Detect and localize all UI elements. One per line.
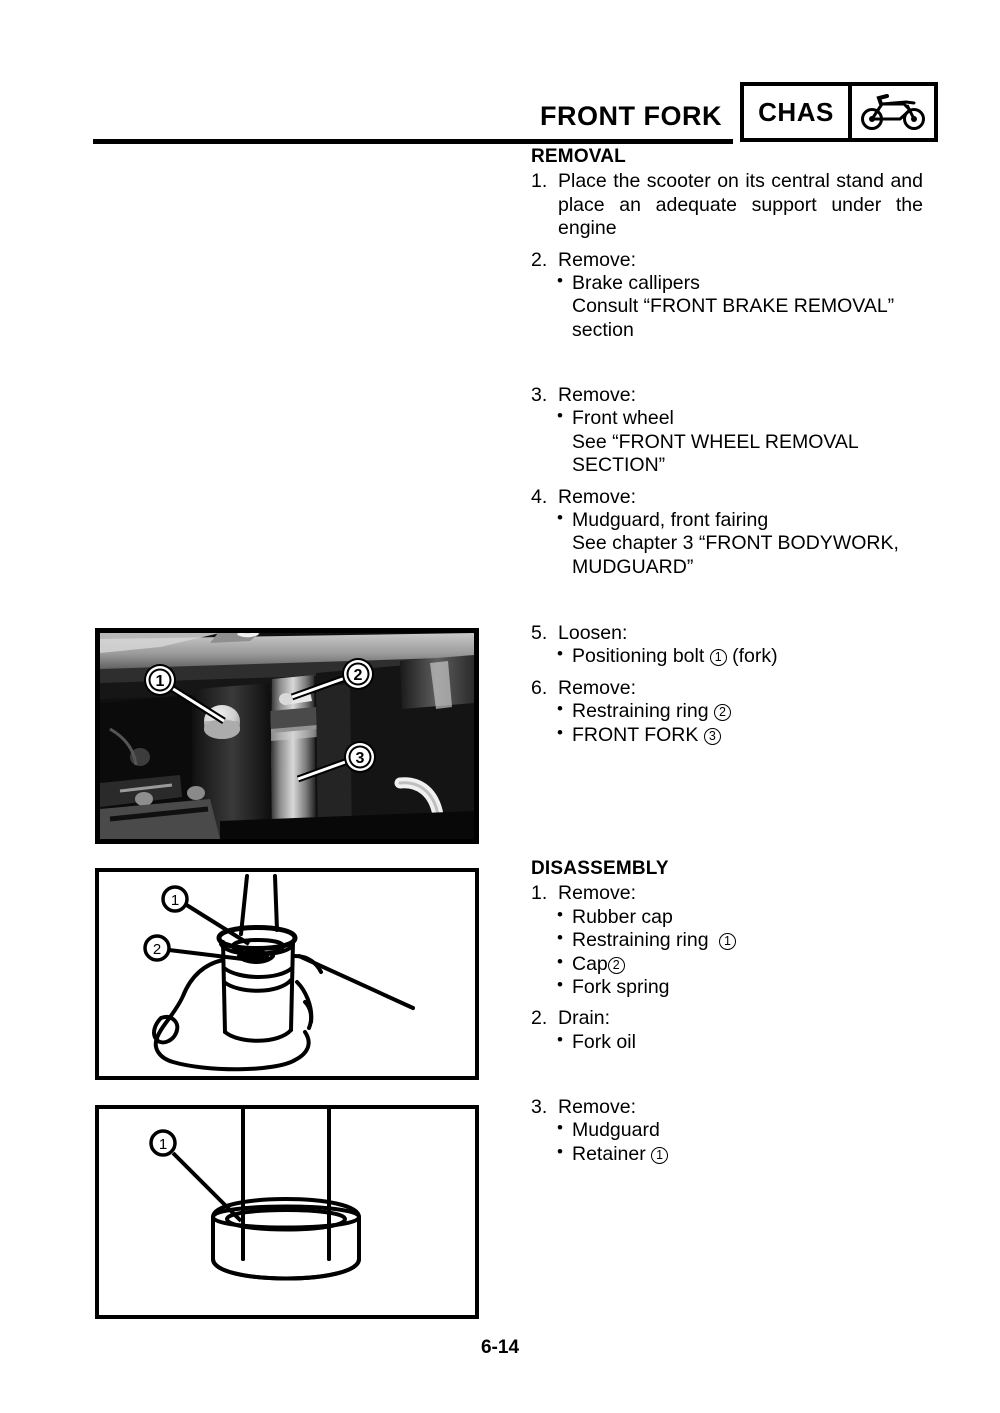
callout-marker: 1 bbox=[719, 933, 736, 950]
removal-step-2-bullets bbox=[531, 272, 923, 342]
disassembly-step-3 bbox=[531, 1096, 923, 1119]
motorcycle-icon bbox=[860, 92, 926, 132]
removal-step-2-number: 2. bbox=[531, 248, 548, 271]
removal-step-6-text: Remove: bbox=[558, 676, 637, 699]
disassembly-heading: DISASSEMBLY bbox=[531, 858, 669, 879]
removal-step-4-number: 4. bbox=[531, 485, 548, 508]
disassembly-step-2-bullets bbox=[531, 1031, 923, 1054]
bullet-main-text: Front wheel bbox=[572, 407, 674, 430]
disassembly-section-bottom bbox=[531, 1095, 923, 1166]
bullet-after-text: (fork) bbox=[732, 645, 778, 668]
photo-fork-mounting-graphic bbox=[100, 633, 474, 839]
bullet-main-text: Retainer bbox=[572, 1142, 646, 1165]
figure-photo-fork-mounting bbox=[95, 628, 479, 844]
removal-step-6 bbox=[531, 677, 923, 700]
retainer-callout-1 bbox=[151, 1131, 241, 1221]
callout-marker: 2 bbox=[714, 704, 731, 721]
removal-step-3 bbox=[531, 384, 923, 407]
removal-step-2 bbox=[531, 249, 923, 272]
bullet-main-text: Fork spring bbox=[572, 975, 670, 998]
chapter-tab-label-cell bbox=[744, 86, 852, 138]
disassembly-step-1-bullets bbox=[531, 906, 923, 1000]
figure-drawing-fork-retainer bbox=[95, 1105, 479, 1319]
bullet-sub-text: Consult “FRONT BRAKE REMOVAL” section bbox=[572, 295, 895, 341]
callout-marker: 3 bbox=[704, 728, 721, 745]
disassembly-step-3-number: 3. bbox=[531, 1096, 548, 1118]
list-item bbox=[531, 1143, 923, 1166]
list-item bbox=[531, 700, 923, 723]
header-divider-rule bbox=[93, 139, 733, 144]
bullet-main-text: Fork oil bbox=[572, 1030, 636, 1053]
removal-step-3-text: Remove: bbox=[558, 384, 637, 406]
removal-section-mid bbox=[531, 383, 923, 579]
removal-step-4 bbox=[531, 486, 923, 509]
bullet-main-text: Cap bbox=[572, 952, 608, 975]
svg-text:1: 1 bbox=[170, 892, 180, 909]
bullet-main-text: Rubber cap bbox=[572, 905, 673, 928]
svg-text:2: 2 bbox=[353, 667, 363, 684]
drawing-fork-retainer-graphic bbox=[99, 1109, 475, 1315]
page-header bbox=[0, 0, 1000, 150]
removal-step-5-text: Loosen: bbox=[558, 622, 628, 644]
removal-step-3-number: 3. bbox=[531, 384, 548, 406]
removal-step-6-number: 6. bbox=[531, 676, 548, 699]
list-item bbox=[531, 509, 923, 579]
removal-step-4-bullets bbox=[531, 509, 923, 579]
chapter-tab bbox=[740, 82, 938, 142]
list-item bbox=[531, 645, 923, 668]
list-item bbox=[531, 272, 923, 342]
list-item bbox=[531, 1031, 923, 1054]
page-title: FRONT FORK bbox=[540, 101, 722, 131]
list-item bbox=[531, 724, 923, 747]
figure-drawing-fork-top bbox=[95, 868, 479, 1080]
svg-text:1: 1 bbox=[155, 673, 165, 690]
chapter-tab-label: CHAS bbox=[758, 96, 834, 127]
disassembly-step-2-number: 2. bbox=[531, 1007, 548, 1030]
removal-section-bottom bbox=[531, 621, 923, 747]
removal-heading: REMOVAL bbox=[531, 146, 626, 167]
bullet-sub-text: See “FRONT WHEEL REMOVAL SECTION” bbox=[572, 430, 859, 477]
callout-marker: 1 bbox=[651, 1147, 668, 1164]
bullet-main-text: Restraining ring bbox=[572, 700, 709, 723]
callout-marker: 1 bbox=[710, 649, 727, 666]
bullet-main-text: Mudguard, front fairing bbox=[572, 508, 769, 531]
removal-step-2-text: Remove: bbox=[558, 248, 637, 271]
page-number: 6-14 bbox=[480, 1337, 520, 1358]
bullet-main-text: Brake callipers bbox=[572, 271, 700, 294]
callout-marker: 2 bbox=[608, 957, 625, 974]
removal-step-4-text: Remove: bbox=[558, 485, 637, 508]
disassembly-step-1-number: 1. bbox=[531, 882, 548, 905]
list-item bbox=[531, 953, 923, 976]
disassembly-step-3-text: Remove: bbox=[558, 1096, 637, 1118]
drawing-fork-top-graphic bbox=[99, 872, 475, 1076]
removal-step-3-bullets bbox=[531, 407, 923, 477]
disassembly-section-top bbox=[531, 858, 923, 1054]
removal-step-5 bbox=[531, 622, 923, 645]
svg-text:1: 1 bbox=[158, 1136, 168, 1153]
list-item bbox=[531, 976, 923, 999]
bullet-sub-text: See chapter 3 “FRONT BODYWORK, MUDGUARD” bbox=[572, 532, 899, 578]
disassembly-step-3-bullets bbox=[531, 1119, 923, 1166]
drawing-callout-1 bbox=[163, 887, 249, 944]
disassembly-step-2 bbox=[531, 1007, 923, 1030]
removal-step-1-number: 1. bbox=[531, 170, 548, 193]
removal-step-5-number: 5. bbox=[531, 622, 548, 644]
bullet-main-text: Mudguard bbox=[572, 1119, 660, 1142]
list-item bbox=[531, 929, 923, 952]
removal-step-1-text: Place the scooter on its central stand and place an adequate support under the engine bbox=[558, 170, 923, 240]
bullet-main-text: Restraining ring bbox=[572, 929, 709, 952]
list-item bbox=[531, 906, 923, 929]
svg-text:2: 2 bbox=[152, 941, 162, 958]
removal-step-5-bullets bbox=[531, 645, 923, 668]
svg-text:3: 3 bbox=[355, 750, 365, 767]
list-item bbox=[531, 407, 923, 477]
list-item bbox=[531, 1119, 923, 1142]
chapter-tab-icon-cell bbox=[852, 86, 934, 138]
removal-step-1 bbox=[531, 170, 923, 240]
removal-section-top bbox=[531, 146, 923, 342]
disassembly-step-1 bbox=[531, 882, 923, 905]
disassembly-step-2-text: Drain: bbox=[558, 1007, 611, 1030]
bullet-main-text: Positioning bolt bbox=[572, 645, 705, 668]
removal-step-6-bullets bbox=[531, 700, 923, 747]
disassembly-step-1-text: Remove: bbox=[558, 882, 637, 905]
bullet-main-text: FRONT FORK bbox=[572, 723, 699, 746]
